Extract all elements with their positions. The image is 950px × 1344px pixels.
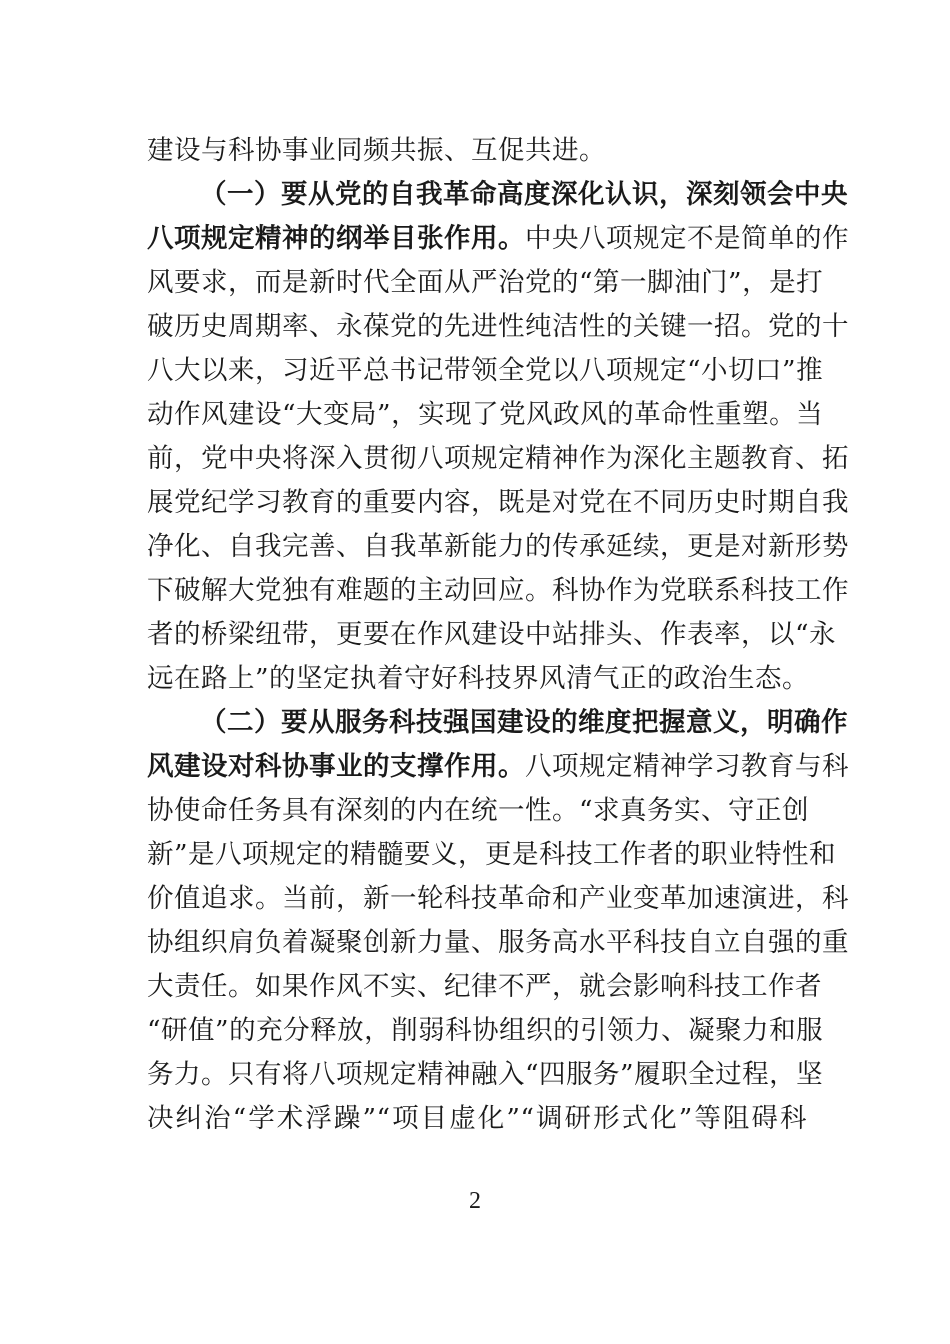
text-line: 净化、自我完善、自我革新能力的传承延续，更是对新形势 <box>147 531 849 562</box>
text-line: 决纠治“学术浮躁”“项目虚化”“调研形式化”等阻碍科 <box>147 1103 807 1134</box>
text-line: 破历史周期率、永葆党的先进性纯洁性的关键一招。党的十 <box>147 311 849 342</box>
text-line: 动作风建设“大变局”，实现了党风政风的革命性重塑。当 <box>147 399 824 430</box>
text-line: 风要求，而是新时代全面从严治党的“第一脚油门”，是打 <box>147 267 824 298</box>
section-heading-line: （二）要从服务科技强国建设的维度把握意义，明确作 <box>200 707 848 738</box>
text-line: 大责任。如果作风不实、纪律不严，就会影响科技工作者 <box>147 971 822 1002</box>
text-line: 前，党中央将深入贯彻八项规定精神作为深化主题教育、拓 <box>147 443 849 474</box>
text-line: “研值”的充分释放，削弱科协组织的引领力、凝聚力和服 <box>147 1015 824 1046</box>
text-line: 协组织肩负着凝聚创新力量、服务高水平科技自立自强的重 <box>147 927 849 958</box>
text-line: 远在路上”的坚定执着守好科技界风清气正的政治生态。 <box>147 663 810 694</box>
text-line: 务力。只有将八项规定精神融入“四服务”履职全过程，坚 <box>147 1059 824 1090</box>
text-line: 新”是八项规定的精髓要义，更是科技工作者的职业特性和 <box>147 839 837 870</box>
text-line: 建设与科协事业同频共振、互促共进。 <box>147 135 606 166</box>
text-line: 展党纪学习教育的重要内容，既是对党在不同历史时期自我 <box>147 487 849 518</box>
text-line: 八大以来，习近平总书记带领全党以八项规定“小切口”推 <box>147 355 824 386</box>
section-heading-line: （一）要从党的自我革命高度深化认识，深刻领会中央 <box>200 179 848 210</box>
section-heading-line: 八项规定精神的纲举目张作用。中央八项规定不是简单的作 <box>147 223 849 254</box>
section-heading-line: 风建设对科协事业的支撑作用。八项规定精神学习教育与科 <box>147 751 849 782</box>
text-line: 者的桥梁纽带，更要在作风建设中站排头、作表率，以“永 <box>147 619 837 650</box>
text-line: 协使命任务具有深刻的内在统一性。“求真务实、守正创 <box>147 795 810 826</box>
text-line: 价值追求。当前，新一轮科技革命和产业变革加速演进，科 <box>147 883 849 914</box>
text-line: 下破解大党独有难题的主动回应。科协作为党联系科技工作 <box>147 575 849 606</box>
page-number: 2 <box>469 1188 481 1214</box>
